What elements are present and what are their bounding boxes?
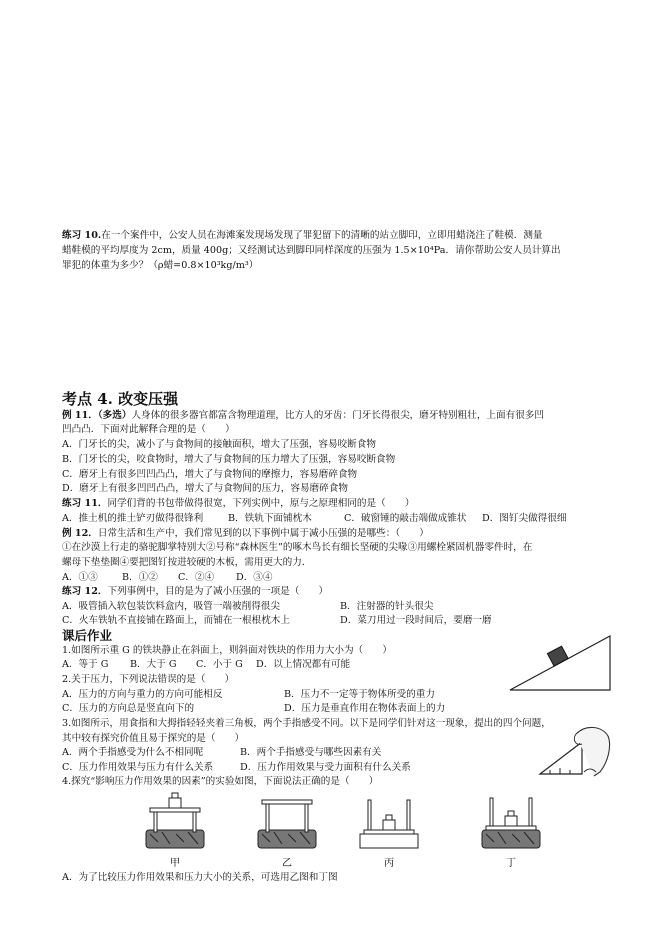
example12-label: 例 12．	[62, 528, 98, 539]
incline-figure	[506, 630, 614, 694]
practice12-option-c: C．火车铁轨不直接铺在路面上，而铺在一根根枕木上	[62, 615, 290, 626]
hw-q1-option-c: C．小于 G	[196, 659, 243, 670]
hw-q2-option-b: B．压力不一定等于物体所受的重力	[284, 689, 435, 700]
hw-q3-option-a: A．两个手指感受为什么不相同呢	[62, 747, 204, 758]
example11-line2: 凹凸凸．下面对此解释合理的是（ ）	[62, 424, 235, 435]
figure-label-bing: 丙	[384, 858, 394, 869]
hw-q2-option-a: A．压力的方向与重力的方向可能相反	[62, 689, 223, 700]
experiment-figure-ding	[476, 790, 548, 870]
example11-line1: 例 11．（多选）人身体的很多器官都富含物理道理，比方人的牙齿：门牙长得很尖，磨牙特别粗壮，上面有很多凹	[62, 410, 544, 421]
practice12-option-b: B．注射器的针头很尖	[340, 601, 434, 612]
figure-label-jia: 甲	[170, 858, 180, 869]
example12-option-d: D．③④	[236, 572, 273, 583]
figure-label-yi: 乙	[282, 858, 292, 869]
hw-q1-stem: 1.如图所示重 G 的铁块静止在斜面上，则斜面对铁块的作用力大小为（ ）	[62, 645, 392, 656]
hw-q3-option-c: C．压力作用效果与压力有什么关系	[62, 762, 214, 773]
practice12-label: 练习 12．	[62, 586, 108, 597]
practice10-line3: 罪犯的体重为多少？（ρ蜡=0.8×10³kg/m³）	[62, 260, 259, 271]
example12-line2: ①在沙漠上行走的骆驼脚掌特别大②号称“森林医生”的啄木鸟长有细长坚硬的尖喙③用螺栓紧固机器零件时，在	[62, 542, 533, 553]
example11-label: 例 11．（多选）	[62, 410, 132, 421]
example12-option-c: C．②④	[178, 572, 215, 583]
practice12-option-a: A．吸管插入软包装饮料盒内，吸管一端被削得很尖	[62, 601, 280, 612]
practice12-option-d: D．菜刀用过一段时间后，要磨一磨	[340, 615, 492, 626]
practice11-option-a: A．推土机的推土铲刃做得很锋利	[62, 513, 204, 524]
example12-line3: 螺母下垫垫圈④要把图钉按进较硬的木板，需用更大的力．	[62, 557, 312, 568]
practice10-line1: 练习 10.在一个案件中，公安人员在海滩案发现场发现了罪犯留下的清晰的站立脚印，立即用蜡浇注了鞋模．测量	[62, 230, 543, 241]
practice10-line2: 蜡鞋模的平均厚度为 2cm，质量 400g；又经测试达到脚印同样深度的压强为 1.5×10⁴Pa．请你帮助公安人员计算出	[62, 245, 561, 256]
example11-option-b: B．门牙长的尖，咬食物时，增大了与食物间的压力增大了压强，容易咬断食物	[62, 454, 396, 465]
practice11-option-b: B．铁轨下面铺枕木	[228, 513, 312, 524]
example11-option-d: D．磨牙上有很多凹凹凸凸，增大了与食物间的压力，容易磨碎食物	[62, 483, 348, 494]
practice11-option-c: C．破窗锤的敲击端做成锥状	[344, 513, 467, 524]
hw-q3-option-d: D．压力作用效果与受力面积有什么关系	[240, 762, 411, 773]
example12-line1: 例 12．日常生活和生产中，我们常见到的以下事例中属于减小压强的是哪些：（ ）	[62, 528, 429, 539]
hw-q1-option-a: A．等于 G	[62, 659, 109, 670]
hw-q1-option-d: D．以上情况都有可能	[256, 659, 351, 670]
example12-option-b: B．①②	[122, 572, 158, 583]
experiment-figure-yi	[252, 790, 324, 870]
hw-q2-option-c: C．压力的方向总是竖直向下的	[62, 703, 195, 714]
hw-q3-line2: 其中较有探究价值且易于探究的是（ ）	[62, 733, 245, 744]
experiment-figure-jia	[140, 790, 212, 870]
practice11-stem: 练习 11．同学们背的书包带做得很宽，下列实例中，原与之原理相同的是（ ）	[62, 498, 415, 509]
experiment-figure-bing	[354, 790, 426, 870]
practice10-label: 练习 10.	[62, 230, 102, 241]
example11-option-c: C．磨牙上有很多凹凹凸凸，增大了与食物间的摩擦力，容易磨碎食物	[62, 469, 358, 480]
hw-q4-stem: 4.探究“影响压力作用效果的因素”的实验如图，下面说法正确的是（ ）	[62, 776, 379, 787]
example11-option-a: A．门牙长的尖，减小了与食物间的接触面积，增大了压强，容易咬断食物	[62, 439, 376, 450]
hw-q2-stem: 2.关于压力，下列说法错误的是（ ）	[62, 674, 235, 685]
section4-title: 考点 4. 改变压强	[62, 390, 179, 408]
hw-q3-line1: 3.如图所示，用食指和大拇指轻轻夹着三角板，两个手指感受不同。以下是同学们针对这一现象，提出的四个问题，	[62, 718, 551, 729]
example12-option-a: A．①③	[62, 572, 98, 583]
practice12-stem: 练习 12．下列事例中，目的是为了减小压强的一项是（ ）	[62, 586, 329, 597]
practice11-label: 练习 11．	[62, 498, 108, 509]
hw-q4-option-a: A．为了比较压力作用效果和压力大小的关系，可选用乙图和丁图	[62, 872, 338, 883]
figure-label-ding: 丁	[506, 858, 516, 869]
hw-q3-option-b: B．两个手指感受与哪些因素有关	[240, 747, 382, 758]
hand-triangle-figure	[536, 722, 614, 778]
homework-title: 课后作业	[62, 628, 113, 643]
practice11-option-d: D．图钉尖做得很细	[482, 513, 567, 524]
hw-q1-option-b: B．大于 G	[130, 659, 177, 670]
hw-q2-option-d: D．压力是垂直作用在物体表面上的力	[284, 703, 446, 714]
